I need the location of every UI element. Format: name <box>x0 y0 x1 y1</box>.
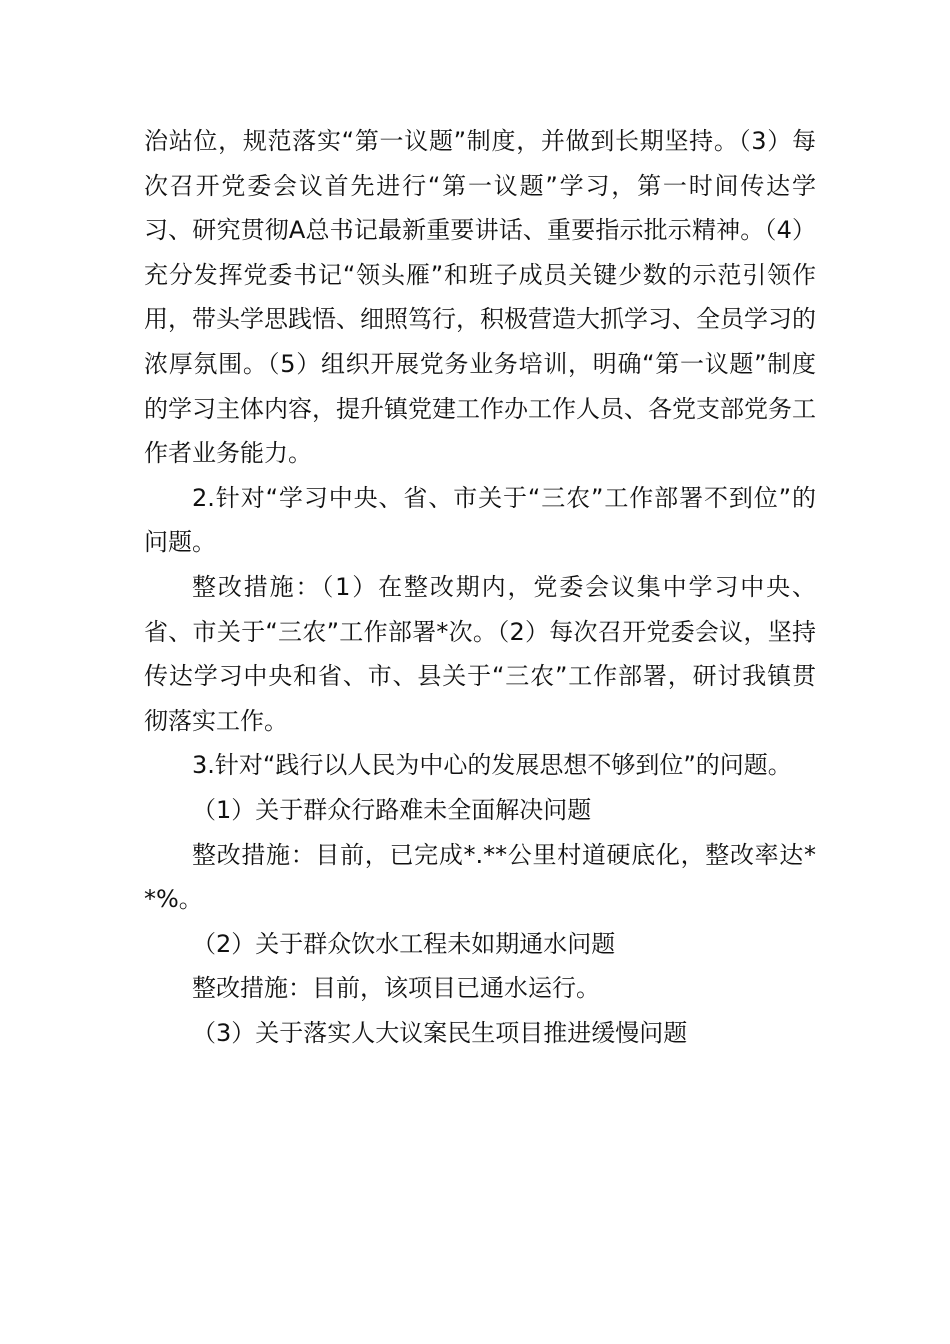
paragraph-subitem-2-measures: 整改措施：目前，该项目已通水运行。 <box>192 974 600 1003</box>
paragraph-item-3-heading: 3.针对“践行以人民为中心的发展思想不够到位”的问题。 <box>192 751 792 780</box>
paragraph-subitem-2-heading: （2）关于群众饮水工程未如期通水问题 <box>192 929 616 958</box>
paragraph-subitem-3-heading: （3）关于落实人大议案民生项目推进缓慢问题 <box>192 1018 688 1047</box>
paragraph-subitem-1-measures: 整改措施：目前，已完成*.**公里村道硬底化，整改率达**%。 <box>144 840 816 914</box>
paragraph-item-2-heading: 2.针对“学习中央、省、市关于“三农”工作部署不到位”的问题。 <box>144 483 816 557</box>
paragraph-item-2-measures: 整改措施：（1）在整改期内，党委会议集中学习中央、省、市关于“三农”工作部署*次。（2）每次召开党委会议，坚持传达学习中央和省、市、县关于“三农”工作部署，研讨我镇贯彻落实工作。 <box>144 572 816 735</box>
document-body <box>144 119 816 1055</box>
paragraph-subitem-1-heading: （1）关于群众行路难未全面解决问题 <box>192 795 592 824</box>
paragraph-continuation: 治站位，规范落实“第一议题”制度，并做到长期坚持。（3）每次召开党委会议首先进行“第一议题”学习，第一时间传达学习、研究贯彻A总书记最新重要讲话、重要指示批示精神。（4）充分发挥党委书记“领头雁”和班子成员关键少数的示范引领作用，带头学思践悟、细照笃行，积极营造大抓学习、全员学习的浓厚氛围。（5）组织开展党务业务培训，明确“第一议题”制度的学习主体内容，提升镇党建工作办工作人员、各党支部党务工作者业务能力。 <box>144 127 816 468</box>
